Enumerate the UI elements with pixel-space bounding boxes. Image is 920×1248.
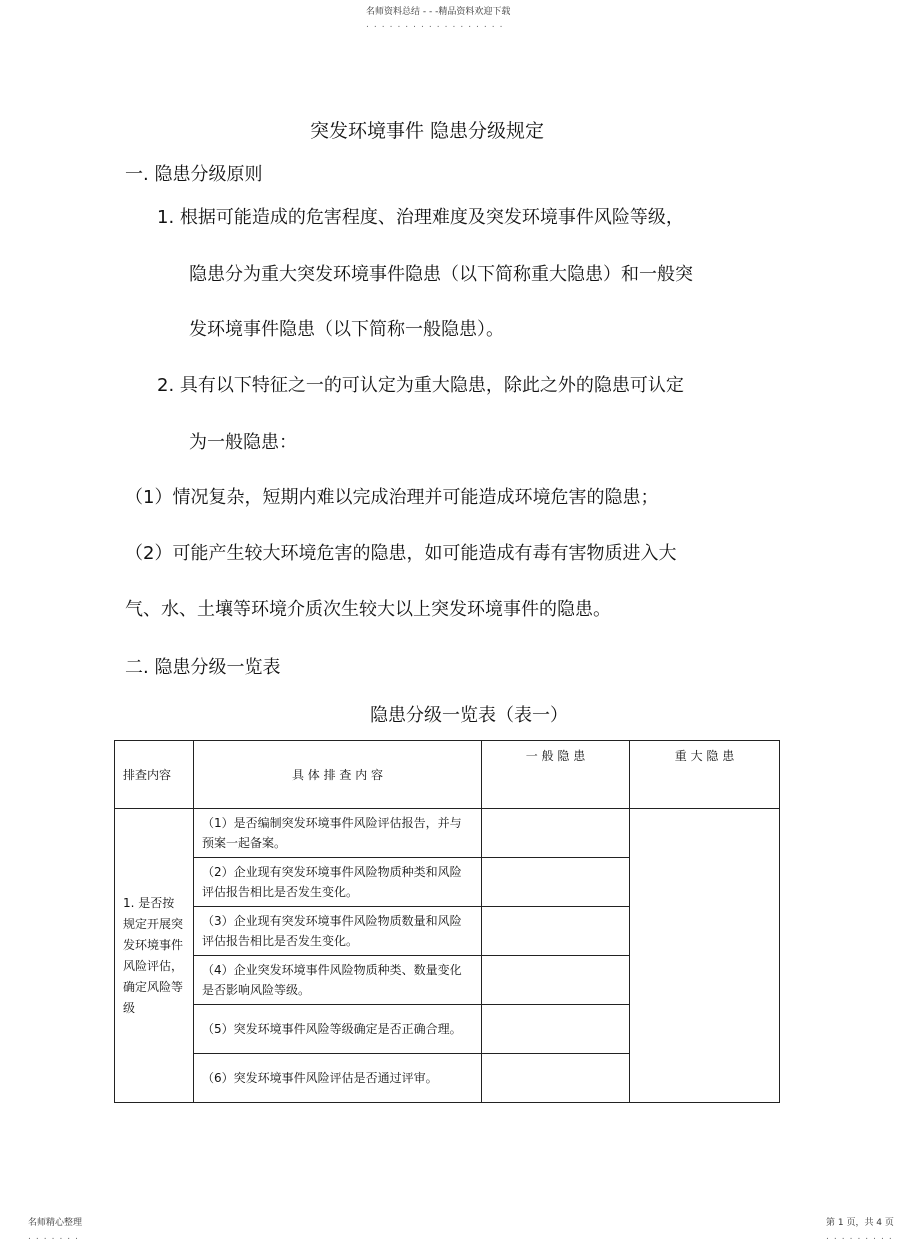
footer-dots: ......... <box>826 1233 897 1241</box>
header-cell: 一 般 隐 患 <box>482 741 630 809</box>
table-title: 隐患分级一览表（表一） <box>370 705 568 726</box>
general-cell <box>482 907 630 956</box>
check-item: （5）突发环境事件风险等级确定是否正确合理。 <box>194 1005 482 1054</box>
document-title: 突发环境事件 隐患分级规定 <box>310 120 545 142</box>
paragraph-line: 为一般隐患： <box>189 432 297 453</box>
check-item: （4）企业突发环境事件风险物质种类、数量变化是否影响风险等级。 <box>194 956 482 1005</box>
table-header-row <box>115 741 780 809</box>
general-cell <box>482 1054 630 1103</box>
check-item: （1）是否编制突发环境事件风险评估报告，并与预案一起备案。 <box>194 809 482 858</box>
category-cell: 1. 是否按规定开展突发环境事件风险评估，确定风险等级 <box>115 809 194 1103</box>
paragraph-line: 气、水、土壤等环境介质次生较大以上突发环境事件的隐患。 <box>125 599 611 620</box>
check-item: （3）企业现有突发环境事件风险物质数量和风险评估报告相比是否发生变化。 <box>194 907 482 956</box>
page-number: 第 1 页，共 4 页 <box>826 1218 894 1228</box>
table-row <box>115 809 780 858</box>
check-item: （6）突发环境事件风险评估是否通过评审。 <box>194 1054 482 1103</box>
paragraph-line: 1. 根据可能造成的危害程度、治理难度及突发环境事件风险等级， <box>157 207 684 228</box>
general-cell <box>482 1005 630 1054</box>
header-cell: 具 体 排 查 内 容 <box>194 741 482 809</box>
footer-left: 名师精心整理 <box>28 1218 83 1228</box>
header-dots: .................. <box>366 21 508 29</box>
major-cell <box>630 809 780 1103</box>
section-heading: 二. 隐患分级一览表 <box>125 657 281 678</box>
paragraph-line: （1）情况复杂，短期内难以完成治理并可能造成环境危害的隐患； <box>125 487 659 508</box>
check-item: （2）企业现有突发环境事件风险物质种类和风险评估报告相比是否发生变化。 <box>194 858 482 907</box>
hazard-table <box>114 740 780 1103</box>
paragraph-line: 隐患分为重大突发环境事件隐患（以下简称重大隐患）和一般突 <box>189 264 693 285</box>
page-header: 名师资料总结 - - -精品资料欢迎下载 <box>366 7 511 17</box>
paragraph-line: 发环境事件隐患（以下简称一般隐患）。 <box>189 319 504 340</box>
header-cell: 重 大 隐 患 <box>630 741 780 809</box>
footer-dots: ....... <box>28 1233 84 1241</box>
paragraph-line: 2. 具有以下特征之一的可认定为重大隐患，除此之外的隐患可认定 <box>157 375 684 396</box>
paragraph-line: （2）可能产生较大环境危害的隐患，如可能造成有毒有害物质进入大 <box>125 543 677 564</box>
general-cell <box>482 956 630 1005</box>
header-cell: 排查内容 <box>115 741 194 809</box>
general-cell <box>482 858 630 907</box>
general-cell <box>482 809 630 858</box>
section-heading: 一. 隐患分级原则 <box>125 164 263 185</box>
